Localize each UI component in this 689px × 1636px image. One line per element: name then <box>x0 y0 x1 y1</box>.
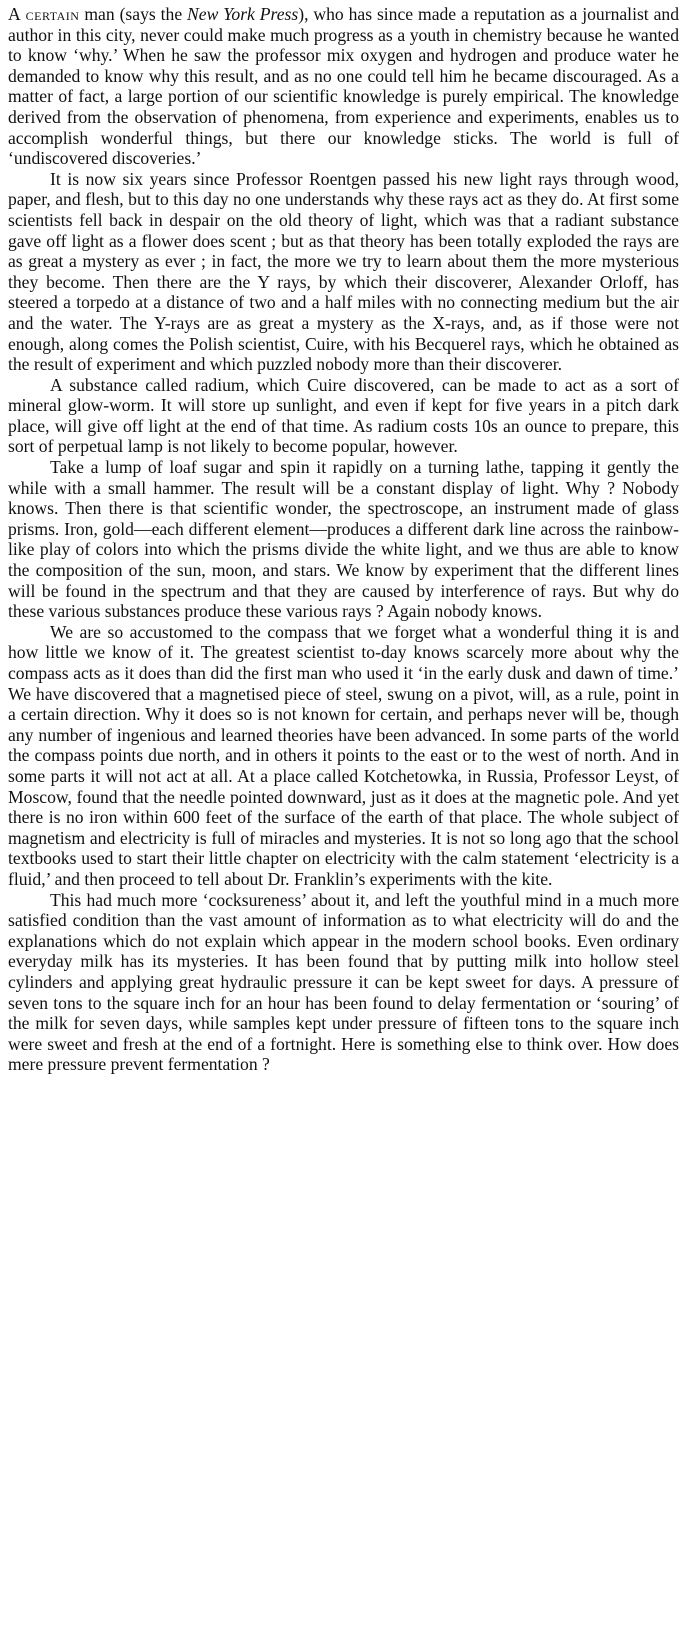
paragraph-1 <box>8 4 679 169</box>
paragraph-3: A substance called radium, which Cuire discovered, can be made to act as a sort of mineral glow-worm. It will store up sunlight, and even if kept for five years in a pitch dark place, will give off light at the end of that time. As radium costs 10s an ounce to prepare, this sort of perpetual lamp is not likely to become popular, however. <box>8 374 679 457</box>
paragraph-6: This had much more ‘cocksureness’ about it, and left the youthful mind in a much more satisfied condition than the vast amount of information as to what electricity will do and the explanations which do not explain which appear in the modern school books. Even ordinary everyday milk has its mysteries. It has been found that by putting milk into hollow steel cylinders and applying great hydraulic pressure it can be kept sweet for days. A pressure of seven tons to the square inch for an hour has been found to delay fermentation or ‘souring’ of the milk for seven days, while samples kept under pressure of fifteen tons to the square inch were sweet and fresh at the end of a fortnight. Here is something else to think over. How does mere pressure prevent fermentation ? <box>8 889 679 1075</box>
paragraph-4: Take a lump of loaf sugar and spin it rapidly on a turning lathe, tapping it gently the while with a small hammer. The result will be a constant display of light. Why ? Nobody knows. Then there is that scientific wonder, the spectroscope, an instrument made of glass prisms. Iron, gold—each different element—produces a different dark line across the rainbow-like play of colors into which the prisms divide the white light, and we thus are able to know the composition of the sun, moon, and stars. We know by experiment that the different lines will be found in the spectrum and that they are caused by interference of rays. But why do these various substances produce these various rays ? Again nobody knows. <box>8 457 679 622</box>
opening-words: A certain <box>8 4 80 24</box>
source-publication: New York Press <box>187 4 299 24</box>
paragraph-2: It is now six years since Professor Roentgen passed his new light rays through wood, paper, and flesh, but to this day no one understands why these rays act as they do. At first some scientists fell back in despair on the old theory of light, which was that a radiant substance gave off light as a flower does scent ; but as that theory has been totally exploded the rays are as great a mystery as ever ; in fact, the more we try to learn about them the more mysterious they become. Then there are the Y rays, by which their discoverer, Alexander Orloff, has steered a torpedo at a distance of two and a half miles with no connecting medium but the air and the water. The Y-rays are as great a mystery as the X-rays, and, as if those were not enough, along comes the Polish scientist, Cuire, with his Becquerel rays, which he obtained as the result of experiment and which puzzled nobody more than their discoverer. <box>8 168 679 375</box>
paragraph-1-intro: man (says the <box>79 4 188 24</box>
paragraph-1-body: ), who has since made a reputation as a journalist and author in this city, never could make much progress as a youth in chemistry because he wanted to know ‘why.’ When he saw the professor mix oxygen and hydrogen and produce water he demanded to know why this result, and as no one could tell him he became discouraged. As a matter of fact, a large portion of our scientific knowledge is purely empirical. The knowledge derived from the observation of phenomena, from experience and experiments, enables us to accomplish wonderful things, but there our knowledge sticks. The world is full of ‘undiscovered discoveries.’ <box>8 4 680 169</box>
paragraph-5: We are so accustomed to the compass that we forget what a wonderful thing it is and how little we know of it. The greatest scientist to-day knows scarcely more about why the compass acts as it does than did the first man who used it ‘in the early dusk and dawn of time.’ We have discovered that a magnetised piece of steel, swung on a pivot, will, as a rule, point in a certain direction. Why it does so is not known for certain, and perhaps never will be, though any number of ingenious and learned theories have been advanced. In some parts of the world the compass points due north, and in others it points to the east or to the west of north. And in some parts it will not act at all. At a place called Kotchetowka, in Russia, Professor Leyst, of Moscow, found that the needle pointed downward, just as it does at the magnetic pole. And yet there is no iron within 600 feet of the surface of the earth of that place. The whole subject of magnetism and electricity is full of miracles and mysteries. It is not so long ago that the school textbooks used to start their little chapter on electricity with the calm statement ‘electricity is a fluid,’ and then proceed to tell about Dr. Franklin’s experiments with the kite. <box>8 621 679 889</box>
